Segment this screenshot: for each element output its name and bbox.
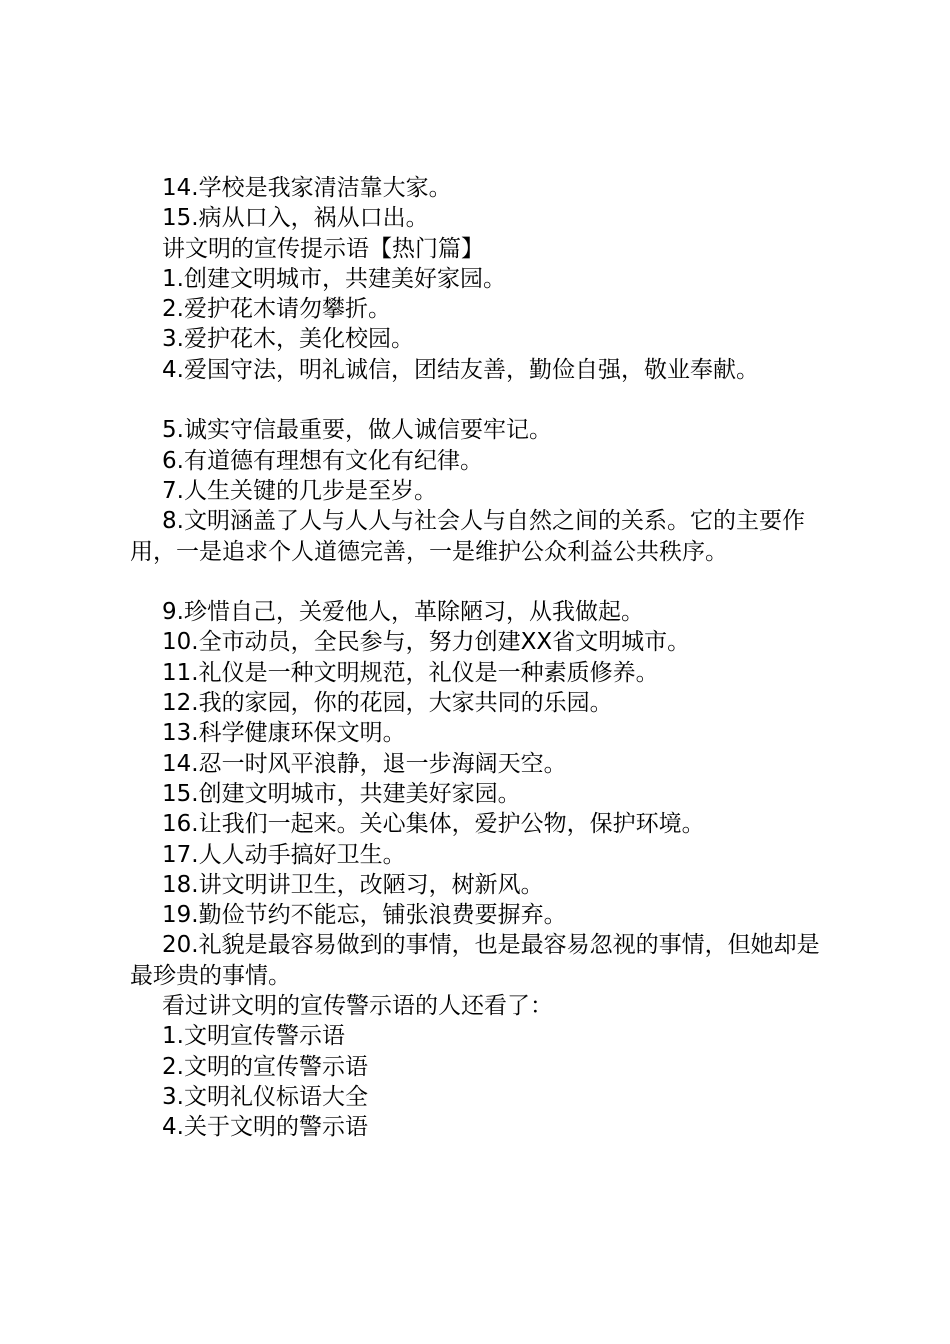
- paragraph: 16.让我们一起来。关心集体，爱护公物，保护环境。: [162, 811, 705, 838]
- related-heading: 看过讲文明的宣传警示语的人还看了：: [162, 993, 553, 1020]
- paragraph: 14.忍一时风平浪静，退一步海阔天空。: [162, 750, 567, 777]
- paragraph: 4.爱国守法，明礼诚信，团结友善，勤俭自强，敬业奉献。: [162, 356, 759, 383]
- paragraph: 9.珍惜自己，关爱他人，革除陋习，从我做起。: [162, 599, 644, 626]
- related-link[interactable]: 2.文明的宣传警示语: [162, 1053, 368, 1080]
- paragraph: 14.学校是我家清洁靠大家。: [162, 175, 452, 201]
- related-link[interactable]: 1.文明宣传警示语: [162, 1023, 345, 1050]
- paragraph: 15.创建文明城市，共建美好家园。: [162, 780, 521, 807]
- paragraph: 19.勤俭节约不能忘，铺张浪费要摒弃。: [162, 902, 567, 929]
- paragraph: 2.爱护花木请勿攀折。: [162, 296, 391, 323]
- paragraph: 20.礼貌是最容易做到的事情，也是最容易忽视的事情，但她却是最珍贵的事情。: [130, 932, 820, 989]
- paragraph: 7.人生关键的几步是至岁。: [162, 477, 437, 504]
- paragraph: 1.创建文明城市，共建美好家园。: [162, 265, 506, 292]
- paragraph: 18.讲文明讲卫生，改陋习，树新风。: [162, 871, 544, 898]
- related-link[interactable]: 3.文明礼仪标语大全: [162, 1083, 368, 1110]
- document-body: [130, 173, 830, 1143]
- paragraph: 17.人人动手搞好卫生。: [162, 841, 406, 868]
- paragraph: 5.诚实守信最重要，做人诚信要牢记。: [162, 417, 552, 444]
- paragraph: 8.文明涵盖了人与人人与社会人与自然之间的关系。它的主要作用，一是追求个人道德完善，一是维护公众利益公共秩序。: [130, 508, 805, 565]
- paragraph: 3.爱护花木，美化校园。: [162, 326, 414, 353]
- section-heading: 讲文明的宣传提示语【热门篇】: [162, 235, 484, 262]
- blank-line: [130, 385, 830, 415]
- related-link[interactable]: 4.关于文明的警示语: [162, 1114, 368, 1141]
- paragraph: 11.礼仪是一种文明规范，礼仪是一种素质修养。: [162, 659, 659, 686]
- paragraph: 6.有道德有理想有文化有纪律。: [162, 447, 483, 474]
- paragraph: 13.科学健康环保文明。: [162, 720, 406, 747]
- paragraph: 12.我的家园，你的花园，大家共同的乐园。: [162, 690, 613, 717]
- blank-line: [130, 567, 830, 597]
- paragraph: 15.病从口入，祸从口出。: [162, 205, 429, 232]
- paragraph: 10.全市动员，全民参与，努力创建XX省文明城市。: [162, 629, 691, 656]
